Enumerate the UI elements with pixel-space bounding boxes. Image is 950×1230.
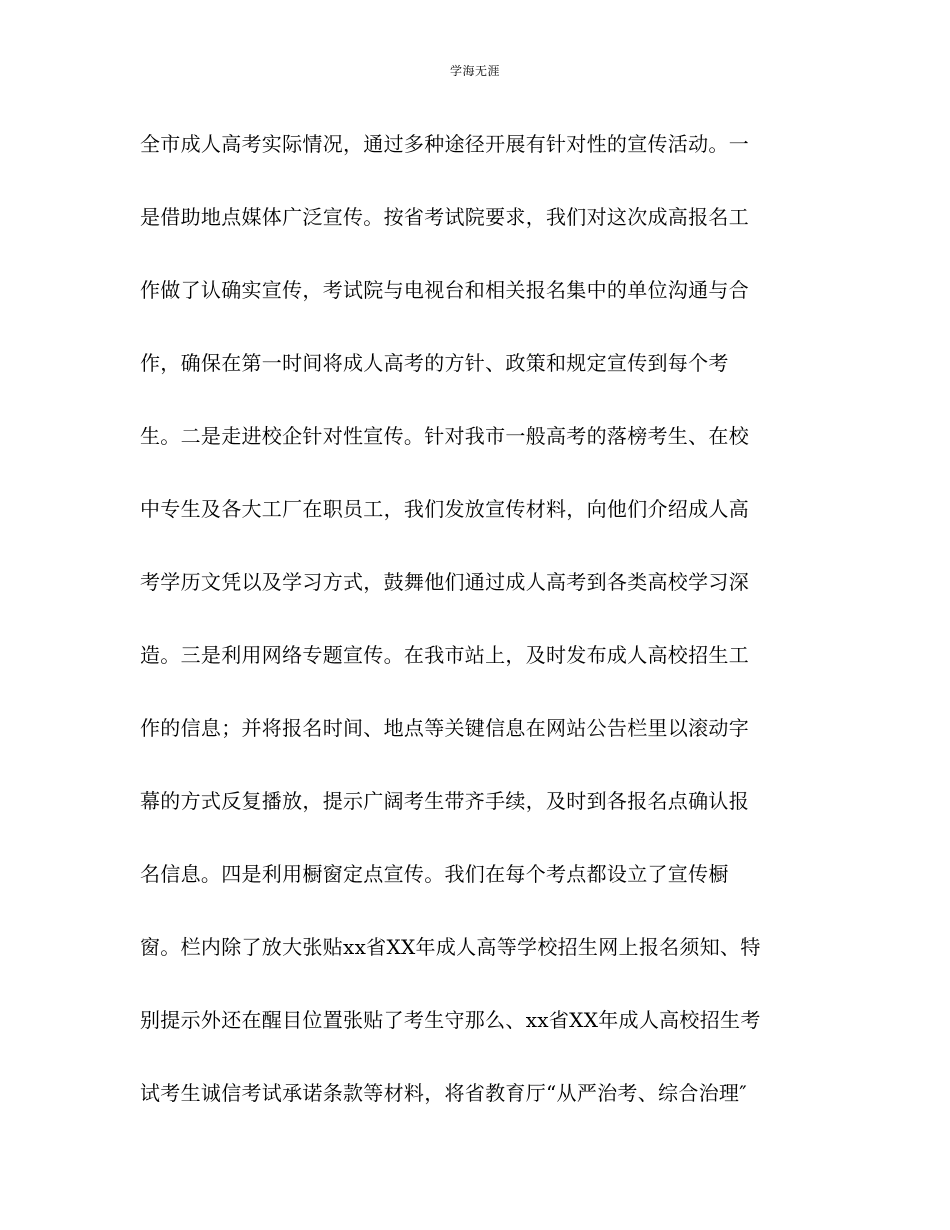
- text-line: 作，确保在第一时间将成人高考的方针、政策和规定宣传到每个考: [140, 351, 729, 375]
- text-line: 考学历文凭以及学习方式，鼓舞他们通过成人高考到各类高校学习深: [140, 570, 749, 594]
- text-line: 造。三是利用网络专题宣传。在我市站上，及时发布成人高校招生工: [140, 643, 749, 667]
- text-line: 作做了认确实宣传，考试院与电视台和相关报名集中的单位沟通与合: [140, 278, 749, 302]
- text-line: 别提示外还在醒目位置张贴了考生守那么、xx省XX年成人高校招生考: [140, 1008, 761, 1032]
- body-text: [140, 124, 820, 1146]
- text-line: 中专生及各大工厂在职员工，我们发放宣传材料，向他们介绍成人高: [140, 497, 749, 521]
- text-line: 窗。栏内除了放大张贴xx省XX年成人高等学校招生网上报名须知、特: [140, 935, 761, 959]
- text-line: 试考生诚信考试承诺条款等材料，将省教育厅“从严治考、综合治理″: [140, 1081, 747, 1105]
- text-line: 生。二是走进校企针对性宣传。针对我市一般高考的落榜考生、在校: [140, 424, 749, 448]
- text-line: 是借助地点媒体广泛宣传。按省考试院要求，我们对这次成高报名工: [140, 205, 749, 229]
- text-line: 幕的方式反复播放，提示广阔考生带齐手续，及时到各报名点确认报: [140, 789, 749, 813]
- page-header: 学海无涯: [449, 64, 500, 78]
- text-line: 作的信息；并将报名时间、地点等关键信息在网站公告栏里以滚动字: [140, 716, 749, 740]
- text-line: 名信息。四是利用橱窗定点宣传。我们在每个考点都设立了宣传橱: [140, 862, 729, 886]
- text-line: 全市成人高考实际情况，通过多种途径开展有针对性的宣传活动。一: [140, 132, 749, 156]
